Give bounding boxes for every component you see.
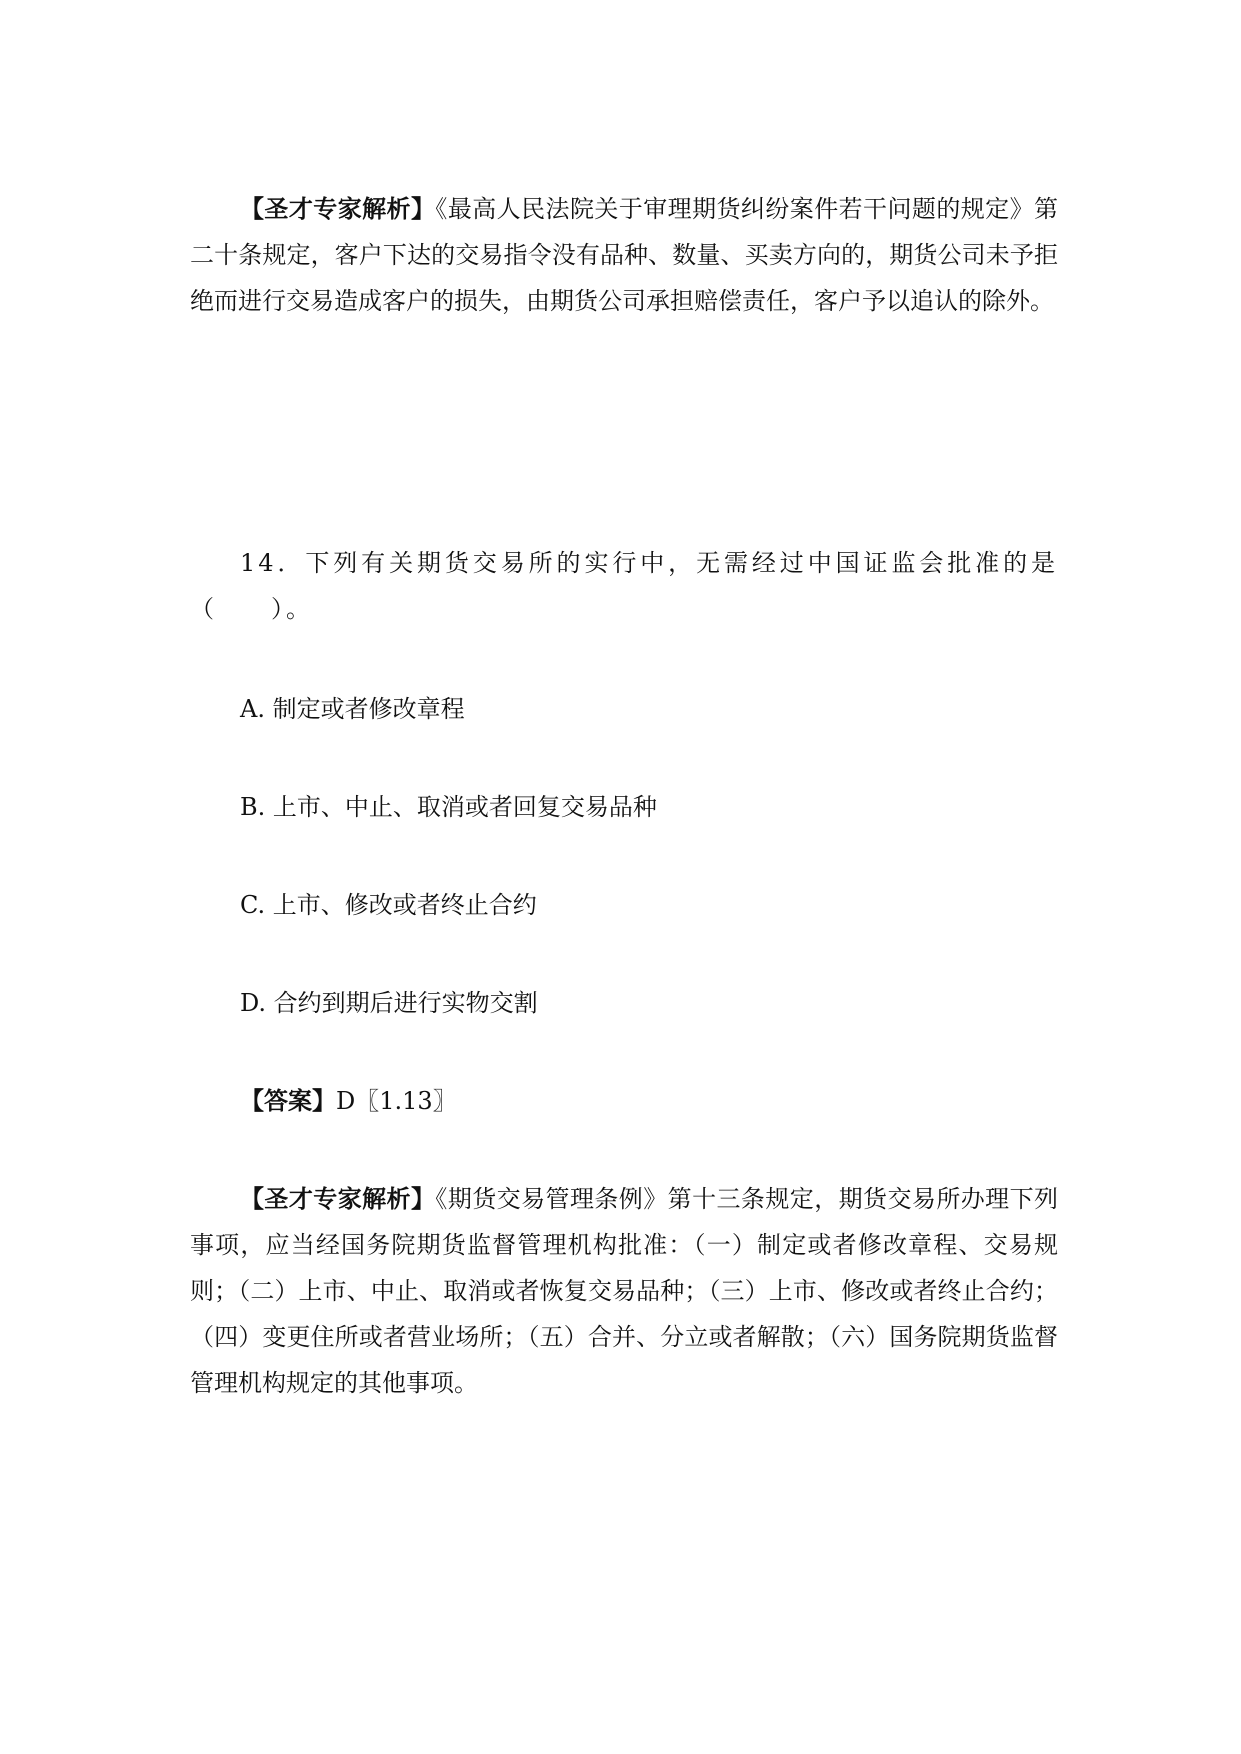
- answer-label: 【答案】: [240, 1086, 336, 1115]
- analysis-text: 《期货交易管理条例》第十三条规定，期货交易所办理下列事项，应当经国务院期货监督管理机构批准：（一）制定或者修改章程、交易规则；（二）上市、中止、取消或者恢复交易品种；（三）上市、修改或者终止合约；（四）变更住所或者营业场所；（五）合并、分立或者解散；（六）国务院期货监督管理机构规定的其他事项。: [190, 1185, 1059, 1397]
- analysis-paragraph-1: [190, 186, 1058, 324]
- option-b: B. 上市、中止、取消或者回复交易品种: [240, 793, 657, 821]
- analysis-label: 【圣才专家解析】: [240, 1184, 436, 1213]
- option-d: D. 合约到期后进行实物交割: [240, 989, 538, 1017]
- option-a: A. 制定或者修改章程: [240, 695, 465, 723]
- answer-value: D〖1.13〗: [336, 1087, 457, 1115]
- question-stem: 14．下列有关期货交易所的实行中，无需经过中国证监会批准的是（ ）。: [190, 549, 1058, 623]
- analysis-text: 《最高人民法院关于审理期货纠纷案件若干问题的规定》第二十条规定，客户下达的交易指令没有品种、数量、买卖方向的，期货公司未予拒绝而进行交易造成客户的损失，由期货公司承担赔偿责任，客户予以追认的除外。: [190, 195, 1059, 315]
- analysis-label: 【圣才专家解析】: [240, 194, 436, 223]
- option-c: C. 上市、修改或者终止合约: [240, 891, 537, 919]
- answer-line: [240, 1078, 457, 1124]
- analysis-paragraph-2: [190, 1176, 1058, 1406]
